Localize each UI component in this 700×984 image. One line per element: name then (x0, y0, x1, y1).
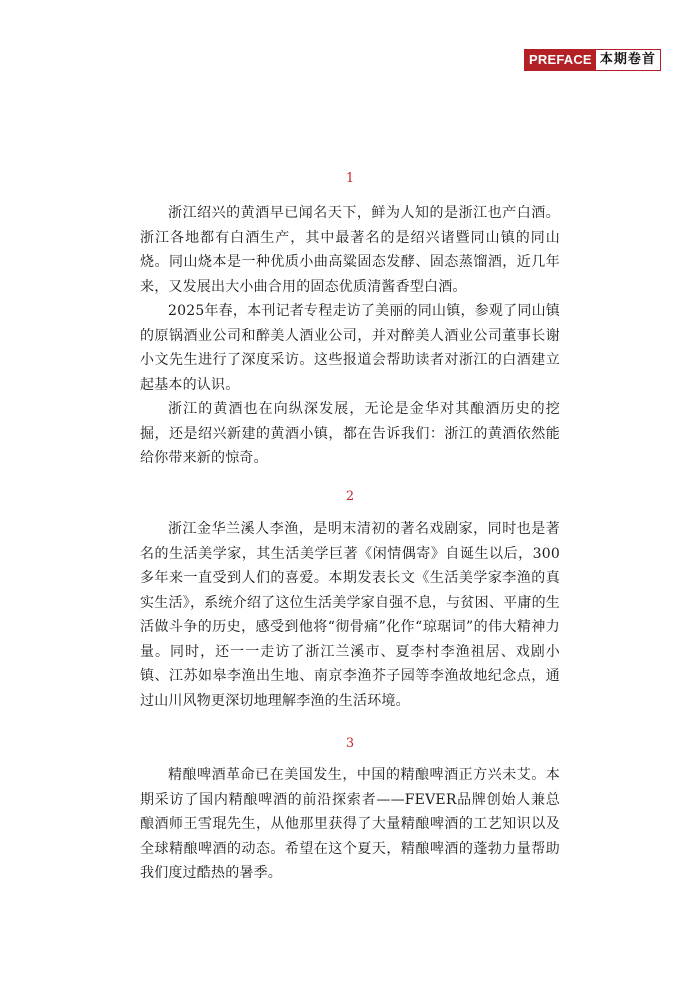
preface-header-badge (524, 49, 661, 71)
section-number-2: 2 (345, 489, 355, 504)
header-label-cn: 本期卷首 (596, 50, 660, 70)
paragraph: 2025年春，本刊记者专程走访了美丽的同山镇，参观了同山镇的原锅酒业公司和醉美人酒业公司，并对醉美人酒业公司董事长谢小文先生进行了深度采访。这些报道会帮助读者对浙江的白酒建立起基本的认识。 (140, 303, 560, 393)
section-number-3: 3 (345, 736, 355, 751)
section-number-1: 1 (345, 171, 355, 186)
section-body-1 (140, 201, 560, 471)
paragraph: 浙江绍兴的黄酒早已闻名天下，鲜为人知的是浙江也产白酒。浙江各地都有白酒生产，其中最著名的是绍兴诸暨同山镇的同山烧。同山烧本是一种优质小曲高粱固态发酵、固态蒸馏酒，近几年来，又发展出大小曲合用的固态优质清酱香型白酒。 (140, 205, 560, 295)
section-body-3 (140, 763, 560, 886)
paragraph: 浙江金华兰溪人李渔，是明末清初的著名戏剧家，同时也是著名的生活美学家，其生活美学巨著《闲情偶寄》自诞生以后，300多年来一直受到人们的喜爱。本期发表长文《生活美学家李渔的真实生活》，系统介绍了这位生活美学家自强不息，与贫困、平庸的生活做斗争的历史，感受到他将“彻骨痛”化作“琼琚词”的伟大精神力量。同时，还一一走访了浙江兰溪市、夏李村李渔祖居、戏剧小镇、江苏如皋李渔出生地、南京李渔芥子园等李渔故地纪念点，通过山川风物更深切地理解李渔的生活环境。 (140, 521, 560, 709)
header-label-en: PREFACE (525, 50, 596, 70)
paragraph: 浙江的黄酒也在向纵深发展，无论是金华对其酿酒历史的挖掘，还是绍兴新建的黄酒小镇，都在告诉我们：浙江的黄酒依然能给你带来新的惊奇。 (140, 401, 560, 466)
paragraph: 精酿啤酒革命已在美国发生，中国的精酿啤酒正方兴未艾。本期采访了国内精酿啤酒的前沿探索者——FEVER品牌创始人兼总酿酒师王雪琨先生，从他那里获得了大量精酿啤酒的工艺知识以及全球精酿啤酒的动态。希望在这个夏天，精酿啤酒的蓬勃力量帮助我们度过酷热的暑季。 (140, 767, 560, 881)
section-body-2 (140, 517, 560, 713)
